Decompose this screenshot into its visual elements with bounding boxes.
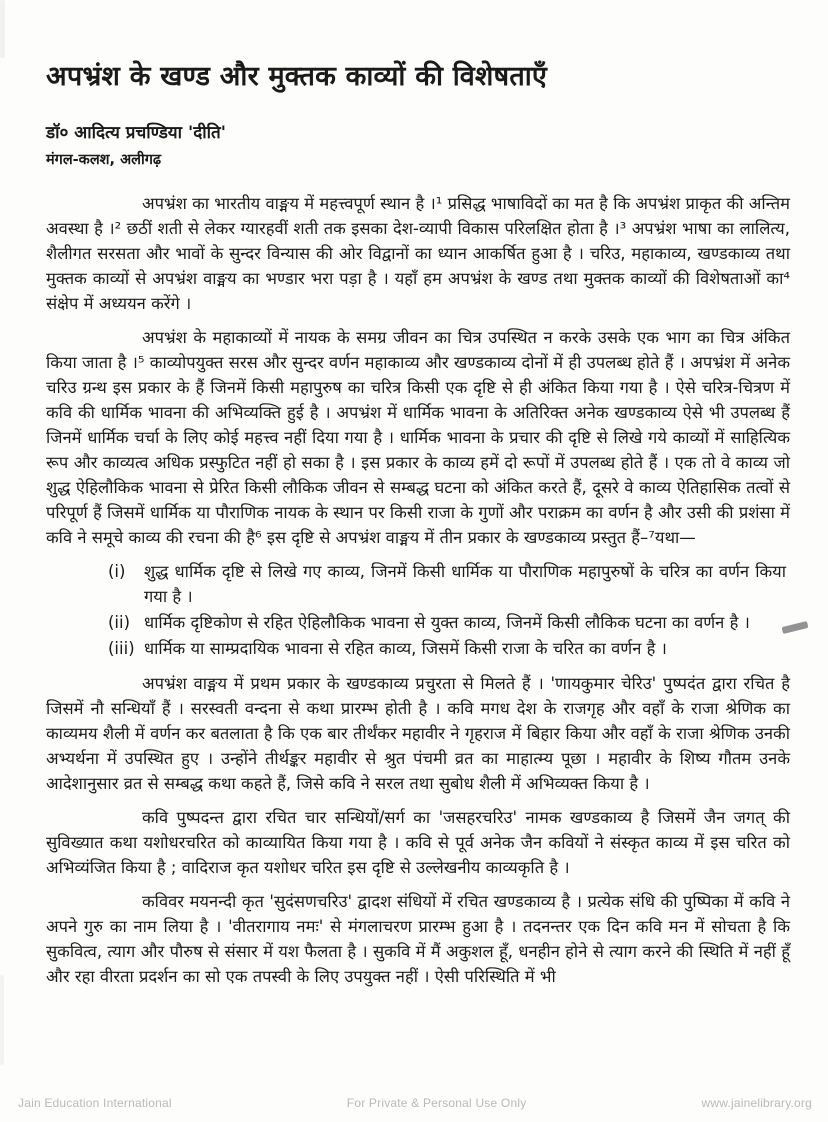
- list-item-1-marker: (i): [108, 561, 126, 581]
- scan-footer: [18, 1096, 812, 1110]
- list-item-2: [108, 610, 786, 635]
- list-item-1-text: शुद्ध धार्मिक दृष्टि से लिखे गए काव्य, जिनमें किसी धार्मिक या पौराणिक महापुरुषों के चरित्र का वर्णन किया गया है ।: [144, 561, 786, 606]
- paragraph-1: अपभ्रंश का भारतीय वाङ्मय में महत्त्वपूर्ण स्थान है ।¹ प्रसिद्ध भाषाविदों का मत है कि अपभ्रंश प्राकृत की अन्तिम अवस्था है ।² छठीं शती से लेकर ग्यारहवीं शती तक इसका देश-व्यापी विकास परिलक्षित होता है ।³ अपभ्रंश भाषा का लालित्य, शैलीगत सरसता और भावों के सुन्दर विन्यास की ओर विद्वानों का ध्यान आकर्षित हुआ है । चरिउ, महाकाव्य, खण्डकाव्य तथा मुक्तक काव्यों से अपभ्रंश वाङ्मय का भण्डार भरा पड़ा है । यहाँ हम अपभ्रंश के खण्ड तथा मुक्तक काव्यों की विशेषताओं का⁴ संक्षेप में अध्ययन करेंगे ।: [46, 193, 790, 313]
- footer-website: www.jainelibrary.org: [701, 1096, 812, 1110]
- khandkavya-type-list: [46, 559, 790, 661]
- paragraph-4: कवि पुष्पदन्त द्वारा रचित चार सन्धियों/सर्ग का 'जसहरचरिउ' नामक खण्डकाव्य है जिसमें जैन जगत् की सुविख्यात कथा यशोधरचरित को काव्यायित किया गया है । कवि से पूर्व अनेक जैन कवियों ने संस्कृत काव्य में इस चरित को अभिव्यंजित किया है ; वादिराज कृत यशोधर चरित इस दृष्टि से उल्लेखनीय काव्यकृति है ।: [46, 807, 790, 877]
- list-item-2-text: धार्मिक दृष्टिकोण से रहित ऐहिलौकिक भावना से युक्त काव्य, जिनमें किसी लौकिक घटना का वर्णन है ।: [144, 612, 750, 632]
- list-item-2-marker: (ii): [108, 612, 131, 632]
- footer-publisher: Jain Education International: [18, 1096, 172, 1110]
- scan-artifact-corner: [0, 0, 5, 58]
- list-item-3-marker: (iii): [108, 638, 135, 658]
- author-affiliation: मंगल-कलश, अलीगढ़: [46, 151, 162, 168]
- author-name: डॉ० आदित्य प्रचण्डिया 'दीति': [46, 122, 226, 143]
- list-item-3: [108, 636, 786, 661]
- paragraph-2: अपभ्रंश के महाकाव्यों में नायक के समग्र जीवन का चित्र उपस्थित न करके उसके एक भाग का चित्र अंकित किया जाता है ।⁵ काव्योपयुक्त सरस और सुन्दर वर्णन महाकाव्य और खण्डकाव्य दोनों में ही उपलब्ध होते हैं । अपभ्रंश में अनेक चरिउ ग्रन्थ इस प्रकार के हैं जिनमें किसी महापुरुष का चरित्र किसी एक दृष्टि से ही अंकित किया गया है । ऐसे चरित्र-चित्रण में कवि की धार्मिक भावना की अभिव्यक्ति हुई है । अपभ्रंश में धार्मिक भावना के अतिरिक्त अनेक खण्डकाव्य ऐसे भी उपलब्ध हैं जिनमें धार्मिक चर्चा के लिए कोई महत्त्व नहीं दिया गया है । धार्मिक भावना के प्रचार की दृष्टि से लिखे गये काव्यों में साहित्यिक रूप और काव्यत्व अधिक प्रस्फुटित नहीं हो सका है । इस प्रकार के काव्य हमें दो रूपों में उपलब्ध होते हैं । एक तो वे काव्य जो शुद्ध ऐहिलौकिक भावना से प्रेरित किसी लौकिक जीवन से सम्बद्ध घटना को अंकित करते हैं, दूसरे वे काव्य ऐतिहासिक तत्वों से परिपूर्ण हैं जिसमें धार्मिक या पौराणिक नायक के स्थान पर किसी राजा के गुणों और पराक्रम का वर्णन है और उसी की प्रशंसा में कवि ने समूचे काव्य की रचना की है⁶ इस दृष्टि से अपभ्रंश वाङ्मय में तीन प्रकार के खण्डकाव्य प्रस्तुत हैं–⁷यथा—: [46, 327, 790, 547]
- footer-usage-note: For Private & Personal Use Only: [346, 1096, 527, 1110]
- scan-artifact-edge: [0, 975, 4, 1065]
- paragraph-5: कविवर मयनन्दी कृत 'सुदंसणचरिउ' द्वादश संधियों में रचित खण्डकाव्य है । प्रत्येक संधि की पुष्पिका में कवि ने अपने गुरु का नाम लिया है । 'वीतरागाय नमः' से मंगलाचरण प्रारम्भ हुआ है । तदनन्तर एक दिन कवि मन में सोचता है कि सुकवित्व, त्याग और पौरुष से संसार में यश फैलता है । सुकवि में मैं अकुशल हूँ, धनहीन होने से त्याग करने की स्थिति में नहीं हूँ और रहा वीरता प्रदर्शन का सो एक तपस्वी के लिए उपयुक्त नहीं । ऐसी परिस्थिति में भी: [46, 891, 790, 986]
- page-title: अपभ्रंश के खण्ड और मुक्तक काव्यों की विशेषताएँ: [46, 61, 548, 92]
- list-item-3-text: धार्मिक या साम्प्रदायिक भावना से रहित काव्य, जिसमें किसी राजा के चरित का वर्णन है ।: [144, 638, 667, 658]
- paragraph-3: अपभ्रंश वाङ्मय में प्रथम प्रकार के खण्डकाव्य प्रचुरता से मिलते हैं । 'णायकुमार चेरिउ' पुष्पदंत द्वारा रचित है जिसमें नौ सन्धियाँ हैं । सरस्वती वन्दना से कथा प्रारम्भ होती है । कवि मगध देश के राजगृह और वहाँ के राजा श्रेणिक का काव्यमय शैली में वर्णन कर बतलाता है कि एक बार तीर्थंकर महावीर ने गृहराज में बिहार किया और वहाँ के राजा श्रेणिक उनकी अभ्यर्थना में उपस्थित हुए । उन्होंने तीर्थङ्कर महावीर से श्रुत पंचमी व्रत का माहात्म्य पूछा । महावीर के शिष्य गौतम उनके आदेशानुसार व्रत से सम्बद्ध कथा कहते हैं, जिसे कवि ने सरल तथा सुबोध शैली में अभिव्यक्त किया है ।: [46, 673, 790, 793]
- list-item-1: [108, 559, 786, 609]
